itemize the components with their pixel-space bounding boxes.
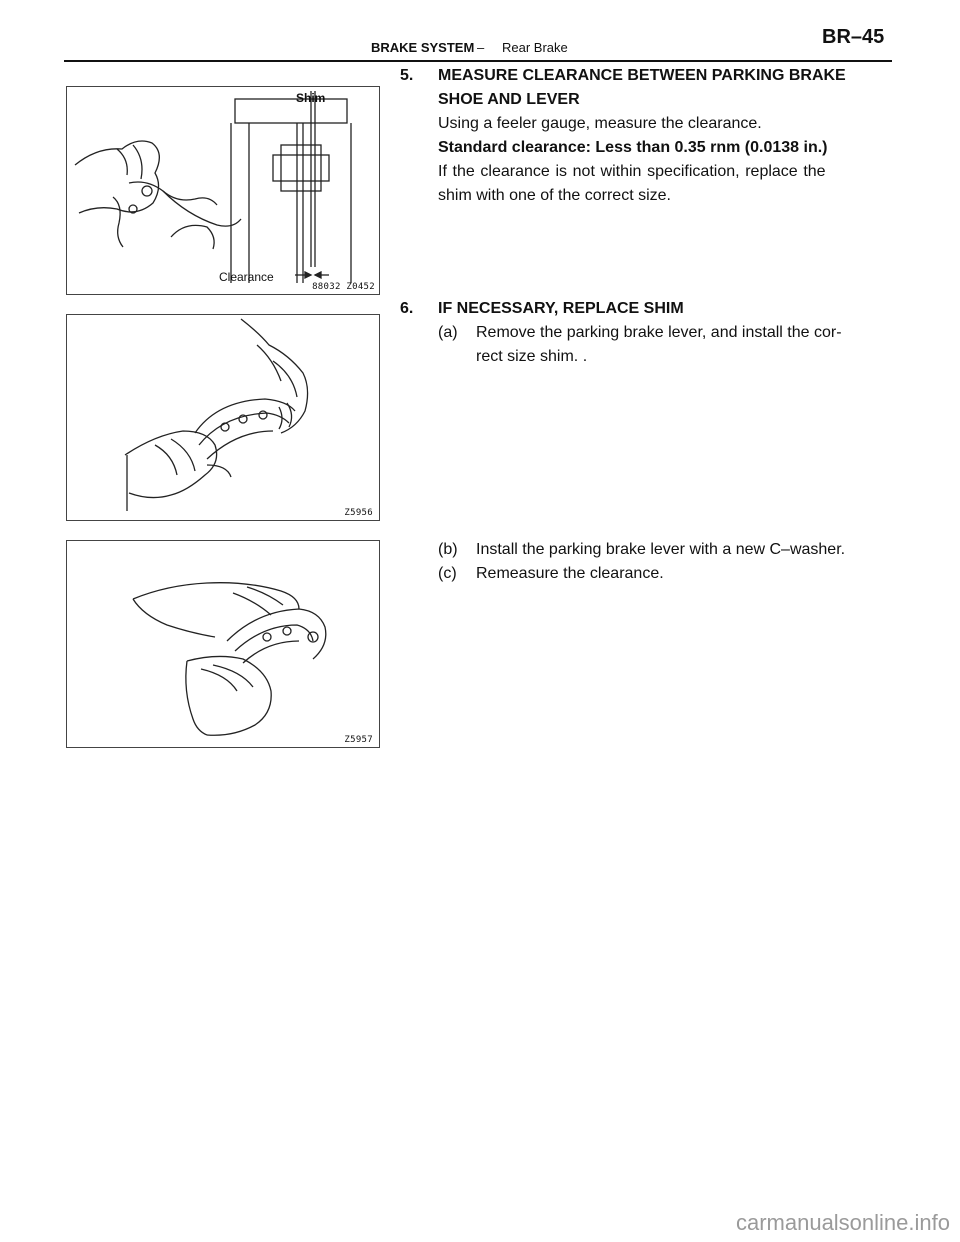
clearance-illustration xyxy=(67,87,378,293)
step6-number: 6. xyxy=(400,300,414,317)
header-page-number: BR–45 xyxy=(822,26,885,48)
step6b-text: Install the parking brake lever with a new C–washer. xyxy=(476,541,846,558)
shim-label: Shim xyxy=(296,91,326,105)
step5-note-line2: shim with one of the correct size. xyxy=(438,187,671,204)
figure-code: 88032 Z0452 xyxy=(312,282,375,292)
step6c-text: Remeasure the clearance. xyxy=(476,565,664,582)
header-section-title: BRAKE SYSTEM xyxy=(371,40,475,55)
watermark-url: carmanualsonline.info xyxy=(735,1210,950,1235)
figure-clearance-measurement xyxy=(66,86,380,295)
header-divider xyxy=(64,60,892,62)
remove-lever-illustration xyxy=(67,315,378,519)
figure-install-lever xyxy=(66,540,380,748)
step6a-text-line2: rect size shim. . xyxy=(476,348,588,365)
header-separator: – xyxy=(477,40,485,55)
step6-title: IF NECESSARY, REPLACE SHIM xyxy=(438,300,684,317)
step5-number: 5. xyxy=(400,67,414,84)
step5-title-line2: SHOE AND LEVER xyxy=(438,91,580,108)
step6c-label: (c) xyxy=(438,565,457,582)
step6a-label: (a) xyxy=(438,324,458,341)
install-lever-illustration xyxy=(67,541,378,746)
step6a-text-line1: Remove the parking brake lever, and install the cor- xyxy=(476,324,842,341)
figure-code: Z5957 xyxy=(344,735,373,745)
step5-title-line1: MEASURE CLEARANCE BETWEEN PARKING BRAKE xyxy=(438,67,846,84)
header-subsection-title: Rear Brake xyxy=(502,40,568,55)
step6b-label: (b) xyxy=(438,541,458,558)
step5-note-line1: If the clearance is not within specification, replace the xyxy=(438,163,826,180)
figure-code: Z5956 xyxy=(344,508,373,518)
step5-instruction: Using a feeler gauge, measure the clearance. xyxy=(438,115,762,132)
clearance-label: Clearance xyxy=(219,270,274,284)
figure-remove-lever xyxy=(66,314,380,521)
page-header xyxy=(0,0,960,64)
step5-specification: Standard clearance: Less than 0.35 rnm (0.0138 in.) xyxy=(438,139,828,156)
